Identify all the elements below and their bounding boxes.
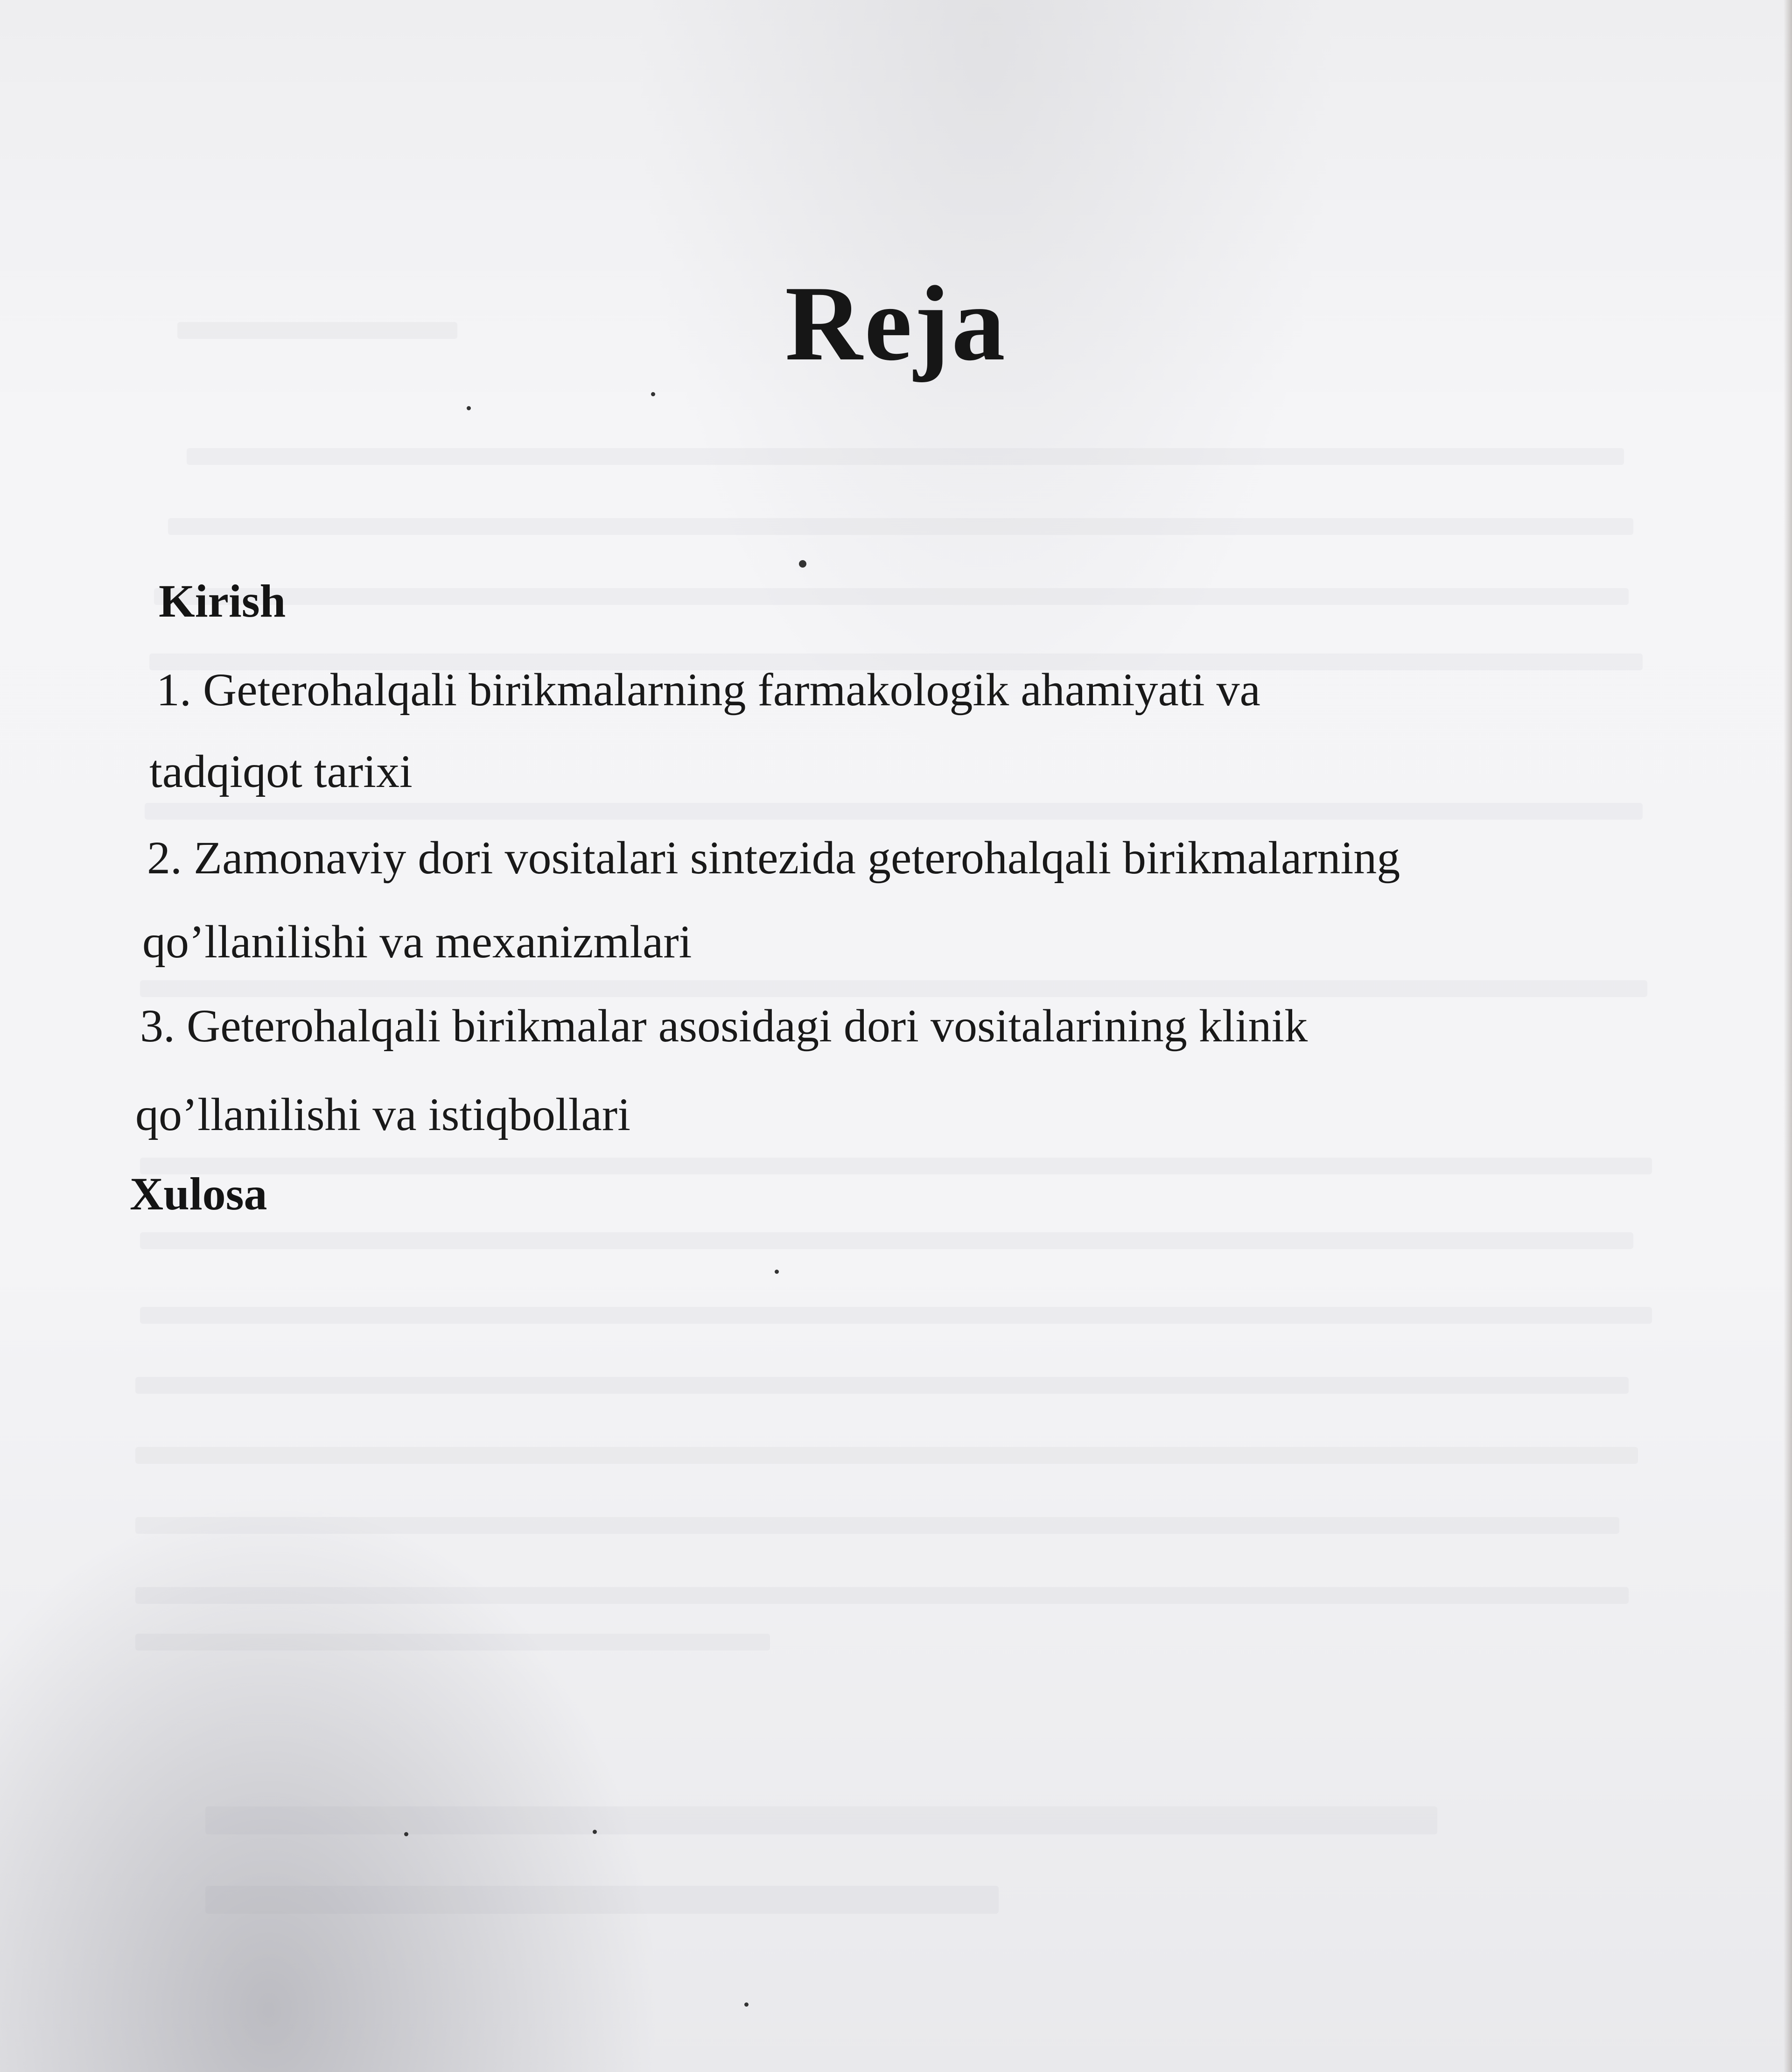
bleed-through-line bbox=[135, 1517, 1619, 1534]
bleed-through-line bbox=[154, 588, 1629, 605]
list-item-2-line-1: 2. Zamonaviy dori vositalari sintezida geterohalqali birikmalarning bbox=[147, 832, 1400, 884]
ink-speck bbox=[467, 406, 471, 410]
bleed-through-line bbox=[140, 1232, 1633, 1249]
list-item-3-line-1: 3. Geterohalqali birikmalar asosidagi dori vositalarining klinik bbox=[140, 1000, 1308, 1052]
bleed-through-line bbox=[140, 1307, 1652, 1324]
bleed-through-line bbox=[187, 448, 1624, 465]
page-title: Reja bbox=[785, 264, 1007, 383]
bleed-through-line bbox=[168, 518, 1633, 535]
bleed-through-line bbox=[140, 980, 1647, 997]
intro-heading: Kirish bbox=[159, 575, 286, 627]
ink-speck bbox=[744, 2002, 749, 2007]
bleed-through-line bbox=[205, 1806, 1437, 1834]
list-item-1-line-1: 1. Geterohalqali birikmalarning farmakologik ahamiyati va bbox=[156, 664, 1260, 716]
page-edge-shadow bbox=[1784, 0, 1792, 2072]
bleed-through-line bbox=[140, 1158, 1652, 1174]
bleed-through-line bbox=[135, 1447, 1638, 1464]
ink-speck bbox=[404, 1832, 408, 1836]
bleed-through-line bbox=[135, 1377, 1629, 1394]
bleed-through-line bbox=[135, 1587, 1629, 1604]
ink-speck bbox=[775, 1270, 779, 1274]
ink-speck bbox=[799, 560, 806, 568]
bleed-through-line bbox=[135, 1634, 770, 1651]
bleed-through-line bbox=[205, 1886, 999, 1914]
ink-speck bbox=[593, 1830, 597, 1834]
list-item-2-line-2: qo’llanilishi va mexanizmlari bbox=[142, 916, 692, 968]
list-item-3-line-2: qo’llanilishi va istiqbollari bbox=[135, 1089, 630, 1140]
ink-speck bbox=[651, 392, 655, 396]
bleed-through-line bbox=[145, 803, 1643, 820]
list-item-1-line-2: tadqiqot tarixi bbox=[149, 745, 413, 797]
conclusion-heading: Xulosa bbox=[130, 1168, 267, 1220]
